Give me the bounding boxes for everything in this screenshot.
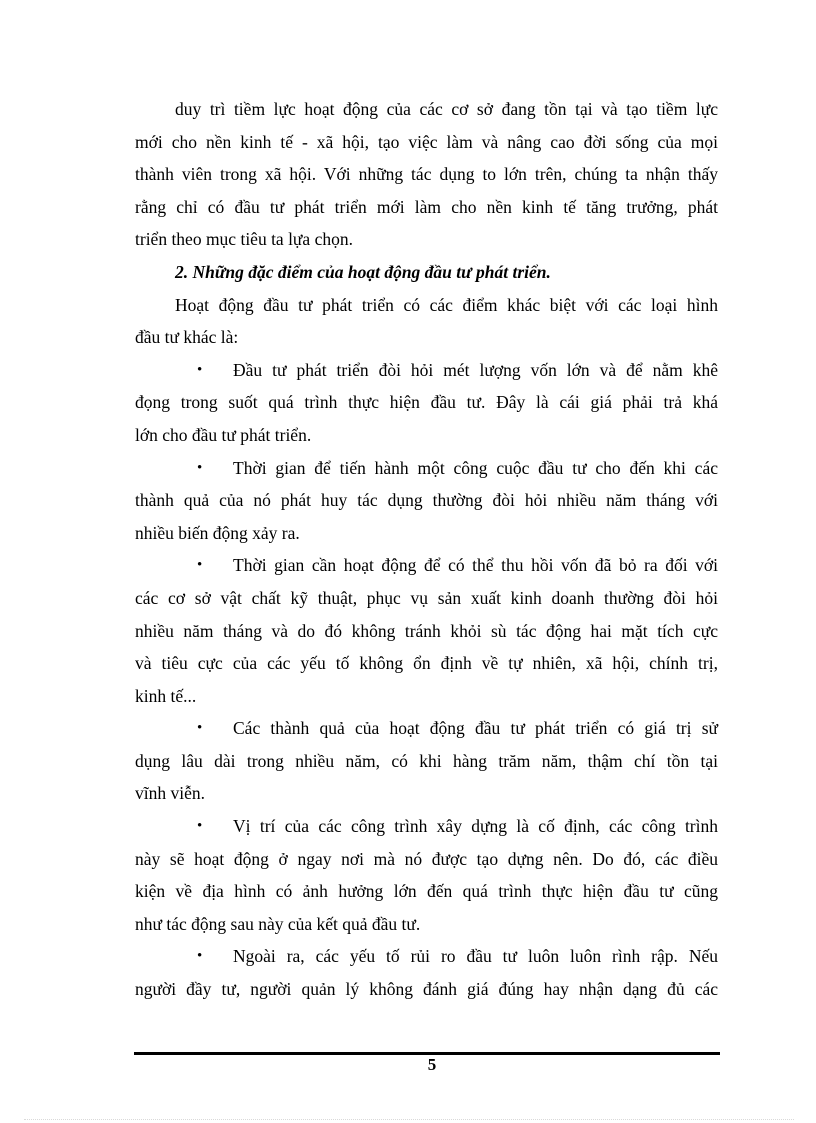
bullet-5-line-1 [135,810,718,843]
bullet-4-line-3: vĩnh viễn. [135,783,205,804]
bullet-4-text: Các thành quả của hoạt động đầu tư phát triển có giá trị sử [233,718,718,739]
bullet-3-line-4: và tiêu cực của các yếu tố không ổn định về tự nhiên, xã hội, chính trị, [135,653,718,674]
bullet-1-line-1 [135,354,718,387]
bullet-5-line-2: này sẽ hoạt động ở ngay nơi mà nó được tạo dựng nên. Do đó, các điều [135,848,718,869]
bullet-1-line-2: đọng trong suốt quá trình thực hiện đầu tư. Đây là cái giá phải trả khá [135,392,718,413]
bullet-dot: • [197,720,203,737]
bullet-3-line-3: nhiều năm tháng và do đó không tránh khỏi sù tác động hai mặt tích cực [135,620,718,641]
page-body [135,93,718,1006]
bullet-6-line-1 [135,940,718,973]
bullet-3-line-5: kinh tế... [135,685,197,706]
bullet-5-line-3: kiện về địa hình có ảnh hưởng lớn đến quá trình thực hiện đầu tư cũng [135,881,718,902]
bullet-6-text: Ngoài ra, các yếu tố rủi ro đầu tư luôn luôn rình rập. Nếu [233,946,718,967]
paragraph-1-line-5: triển theo mục tiêu ta lựa chọn. [135,229,353,250]
bullet-5-text: Vị trí của các công trình xây dựng là cố định, các công trình [233,816,718,837]
bullet-2-line-2: thành quả của nó phát huy tác dụng thường đòi hỏi nhiều năm tháng với [135,490,718,511]
bullet-4-line-1 [135,712,718,745]
bullet-dot: • [197,361,203,378]
bullet-2-line-1 [135,452,718,485]
page-bottom-border [24,1119,794,1120]
intro-line-1: Hoạt động đầu tư phát triển có các điểm khác biệt với các loại hình [175,294,718,315]
bullet-dot: • [197,948,203,965]
bullet-3-line-1 [135,549,718,582]
paragraph-1-line-1: duy trì tiềm lực hoạt động của các cơ sở đang tồn tại và tạo tiềm lực [175,99,718,119]
bullet-1-line-3: lớn cho đầu tư phát triển. [135,424,312,445]
bullet-2-text: Thời gian để tiến hành một công cuộc đầu tư cho đến khi các [233,457,718,478]
paragraph-1-line-2: mới cho nền kinh tế - xã hội, tạo việc làm và nâng cao đời sống của mọi [135,131,718,152]
bullet-3-text: Thời gian cần hoạt động để có thể thu hồi vốn đã bỏ ra đối với [233,555,718,576]
bullet-dot: • [197,818,203,835]
bullet-dot: • [197,557,203,574]
bullet-3-line-2: các cơ sở vật chất kỹ thuật, phục vụ sản xuất kinh doanh thường đòi hỏi [135,587,718,608]
page-number: 5 [427,1055,437,1074]
section-heading: 2. Những đặc điểm của hoạt động đầu tư phát triển. [175,261,551,282]
bullet-dot: • [197,459,203,476]
bullet-5-line-4: như tác động sau này của kết quả đầu tư. [135,913,421,934]
bullet-4-line-2: dụng lâu dài trong nhiều năm, có khi hàng trăm năm, thậm chí tồn tại [135,750,718,771]
paragraph-1-line-3: thành viên trong xã hội. Với những tác dụng to lớn trên, chúng ta nhận thấy [135,164,718,185]
bullet-1-text: Đầu tư phát triển đòi hỏi mét lượng vốn lớn và để nằm khê [233,359,718,380]
bullet-2-line-3: nhiều biến động xảy ra. [135,522,300,543]
bullet-6-line-2: người đầy tư, người quản lý không đánh giá đúng hay nhận dạng đủ các [135,979,718,1000]
paragraph-1-line-4: rằng chỉ có đầu tư phát triển mới làm cho nền kinh tế tăng trưởng, phát [135,196,718,217]
intro-line-2: đầu tư khác là: [135,327,239,348]
